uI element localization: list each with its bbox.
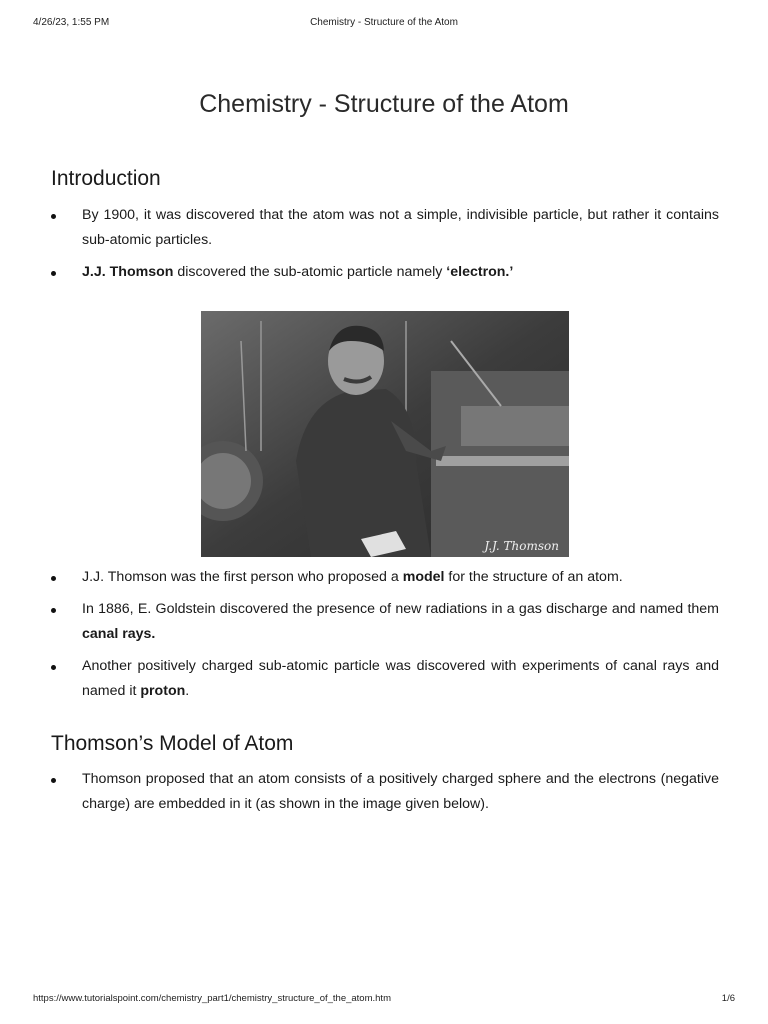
print-doc-title: Chemistry - Structure of the Atom: [310, 17, 458, 28]
list-item: [51, 260, 719, 285]
page-number: 1/6: [721, 993, 735, 1004]
bullet-text: In 1886, E. Goldstein discovered the presence of new radiations in a gas discharge and named them: [82, 601, 719, 617]
bold-text: model: [402, 569, 445, 585]
print-header: [33, 17, 735, 31]
thomson-model-list: [51, 767, 719, 824]
bullet-text: By 1900, it was discovered that the atom was not a simple, indivisible particle, but rather it contains sub-atomic particles.: [82, 207, 719, 248]
photo-caption: J.J. Thomson: [484, 539, 559, 553]
print-datetime: 4/26/23, 1:55 PM: [33, 17, 110, 28]
bold-text: proton: [140, 683, 186, 699]
introduction-list: [51, 203, 719, 292]
bold-text: canal rays.: [82, 626, 156, 642]
bullet-text: Thomson proposed that an atom consists of a positively charged sphere and the electrons (negative charge) are embedded in it (as shown in the image given below).: [82, 771, 719, 812]
bullet-text: discovered the sub-atomic particle namely: [173, 264, 447, 280]
list-item: [51, 597, 719, 647]
photo-illustration: [201, 311, 569, 557]
list-item: [51, 654, 719, 704]
print-footer: [33, 993, 735, 1007]
bold-text: J.J. Thomson: [82, 264, 174, 280]
introduction-list-continued: [51, 565, 719, 711]
list-item: [51, 565, 719, 590]
page-title: Chemistry - Structure of the Atom: [199, 90, 569, 118]
bullet-text: J.J. Thomson was the first person who proposed a: [82, 569, 403, 585]
page-url[interactable]: https://www.tutorialspoint.com/chemistry_part1/chemistry_structure_of_the_atom.htm: [33, 993, 391, 1004]
heading-thomson-model: Thomson’s Model of Atom: [51, 732, 294, 755]
list-item: [51, 203, 719, 253]
bullet-text: for the structure of an atom.: [444, 569, 623, 585]
bullet-text: Another positively charged sub-atomic particle was discovered with experiments of canal rays and named it: [82, 658, 719, 699]
list-item: [51, 767, 719, 817]
bullet-text: .: [185, 683, 190, 699]
bold-text: ‘electron.’: [446, 264, 514, 280]
heading-introduction: Introduction: [51, 167, 161, 190]
thomson-photo: [201, 311, 569, 557]
